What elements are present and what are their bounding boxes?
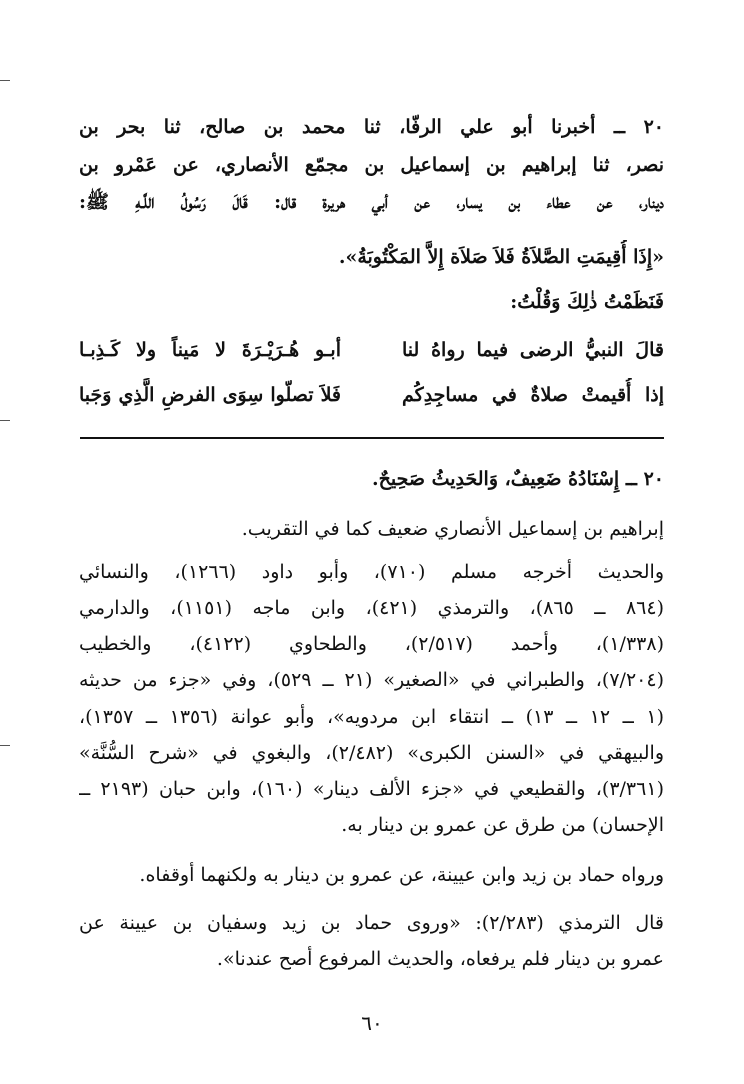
margin-tick — [0, 80, 10, 81]
commentary-p2-line-4: (٧/٢٠٤)، والطبراني في «الصغير» (٢١ ــ ٥٢٩)، وفي «جزء من حديثه — [79, 669, 664, 691]
margin-tick — [0, 420, 10, 421]
main-line-1: ٢٠ ــ أخبرنا أبو علي الرفّا، ثنا محمد بن صالح، ثنا بحر بن — [79, 116, 664, 138]
commentary-p2-line-1: والحديث أخرجه مسلم (٧١٠)، وأبو داود (١٢٦٦)، والنسائي — [79, 561, 664, 583]
commentary-p1: إبراهيم بن إسماعيل الأنصاري ضعيف كما في التقريب. — [241, 518, 664, 540]
margin-tick — [0, 745, 10, 746]
verse-1-second-hemistich: أبـو هُـرَيْـرَةَ لا مَيناً ولا كَـذِبـا — [79, 339, 341, 361]
main-line-3: دينار، عن عطاء بن يسار، عن أبي هريرة قال: قَالَ رَسُولُ اللَّـهِ ﷺ: — [79, 191, 664, 213]
main-line-2: نصر، ثنا إبراهيم بن إسماعيل بن مجمّع الأنصاري، عن عَمْرو بن — [79, 154, 664, 176]
commentary-p3: ورواه حماد بن زيد وابن عيينة، عن عمرو بن دينار به ولكنهما أوقفاه. — [139, 864, 664, 886]
commentary-p2-line-2: (٨٦٤ ــ ٨٦٥)، والترمذي (٤٢١)، وابن ماجه (١١٥١)، والدارمي — [79, 597, 664, 619]
commentary-p2-line-6: والبيهقي في «السنن الكبرى» (٢/٤٨٢)، والبغوي في «شرح السُّنَّة» — [79, 742, 664, 764]
commentary-p2-line-8: الإحسان) من طرق عن عمرو بن دينار به. — [341, 814, 664, 836]
verse-2-second-hemistich: فَلاَ تصلّوا سِوَى الفرضِ الَّذِي وَجَبا — [79, 384, 341, 406]
commentary-heading: ٢٠ ــ إِسْنَادُهُ ضَعِيفٌ، وَالحَدِيثُ صَحِيحٌ. — [371, 468, 664, 490]
verse-2-first-hemistich: إذا أُقيمتْ صلاةٌ في مساجِدِكُم — [402, 384, 664, 406]
commentary-p4-line-2: عمرو بن دينار فلم يرفعاه، والحديث المرفوع أصح عندنا». — [216, 948, 664, 970]
verse-1-first-hemistich: قالَ النبيُّ الرضى فيما رواهُ لنا — [402, 339, 664, 361]
commentary-p4-line-1: قال الترمذي (٢/٢٨٣): «وروى حماد بن زيد وسفيان بن عيينة عن — [79, 912, 664, 934]
footnote-separator — [80, 437, 664, 439]
poem-intro: فَنَظَمْتُ ذٰلِكَ وَقُلْتُ: — [510, 291, 664, 313]
commentary-p2-line-5: (١ ــ ١٢ ــ ١٣) ــ انتقاء ابن مردويه»، وأبو عوانة (١٣٥٦ ــ ١٣٥٧)، — [79, 706, 664, 728]
commentary-p2-line-3: (١/٣٣٨)، وأحمد (٢/٥١٧)، والطحاوي (٤١٢٢)، والخطيب — [79, 633, 664, 655]
page-number: ٦٠ — [361, 1011, 383, 1035]
commentary-p2-line-7: (٣/٣٦١)، والقطيعي في «جزء الألف دينار» (١٦٠)، وابن حبان (٢١٩٣ ــ — [79, 778, 664, 800]
hadith-text: «إِذَا أُقِيمَتِ الصَّلاَةُ فَلاَ صَلاَة إِلاَّ المَكْتُوبَةُ». — [338, 246, 664, 268]
